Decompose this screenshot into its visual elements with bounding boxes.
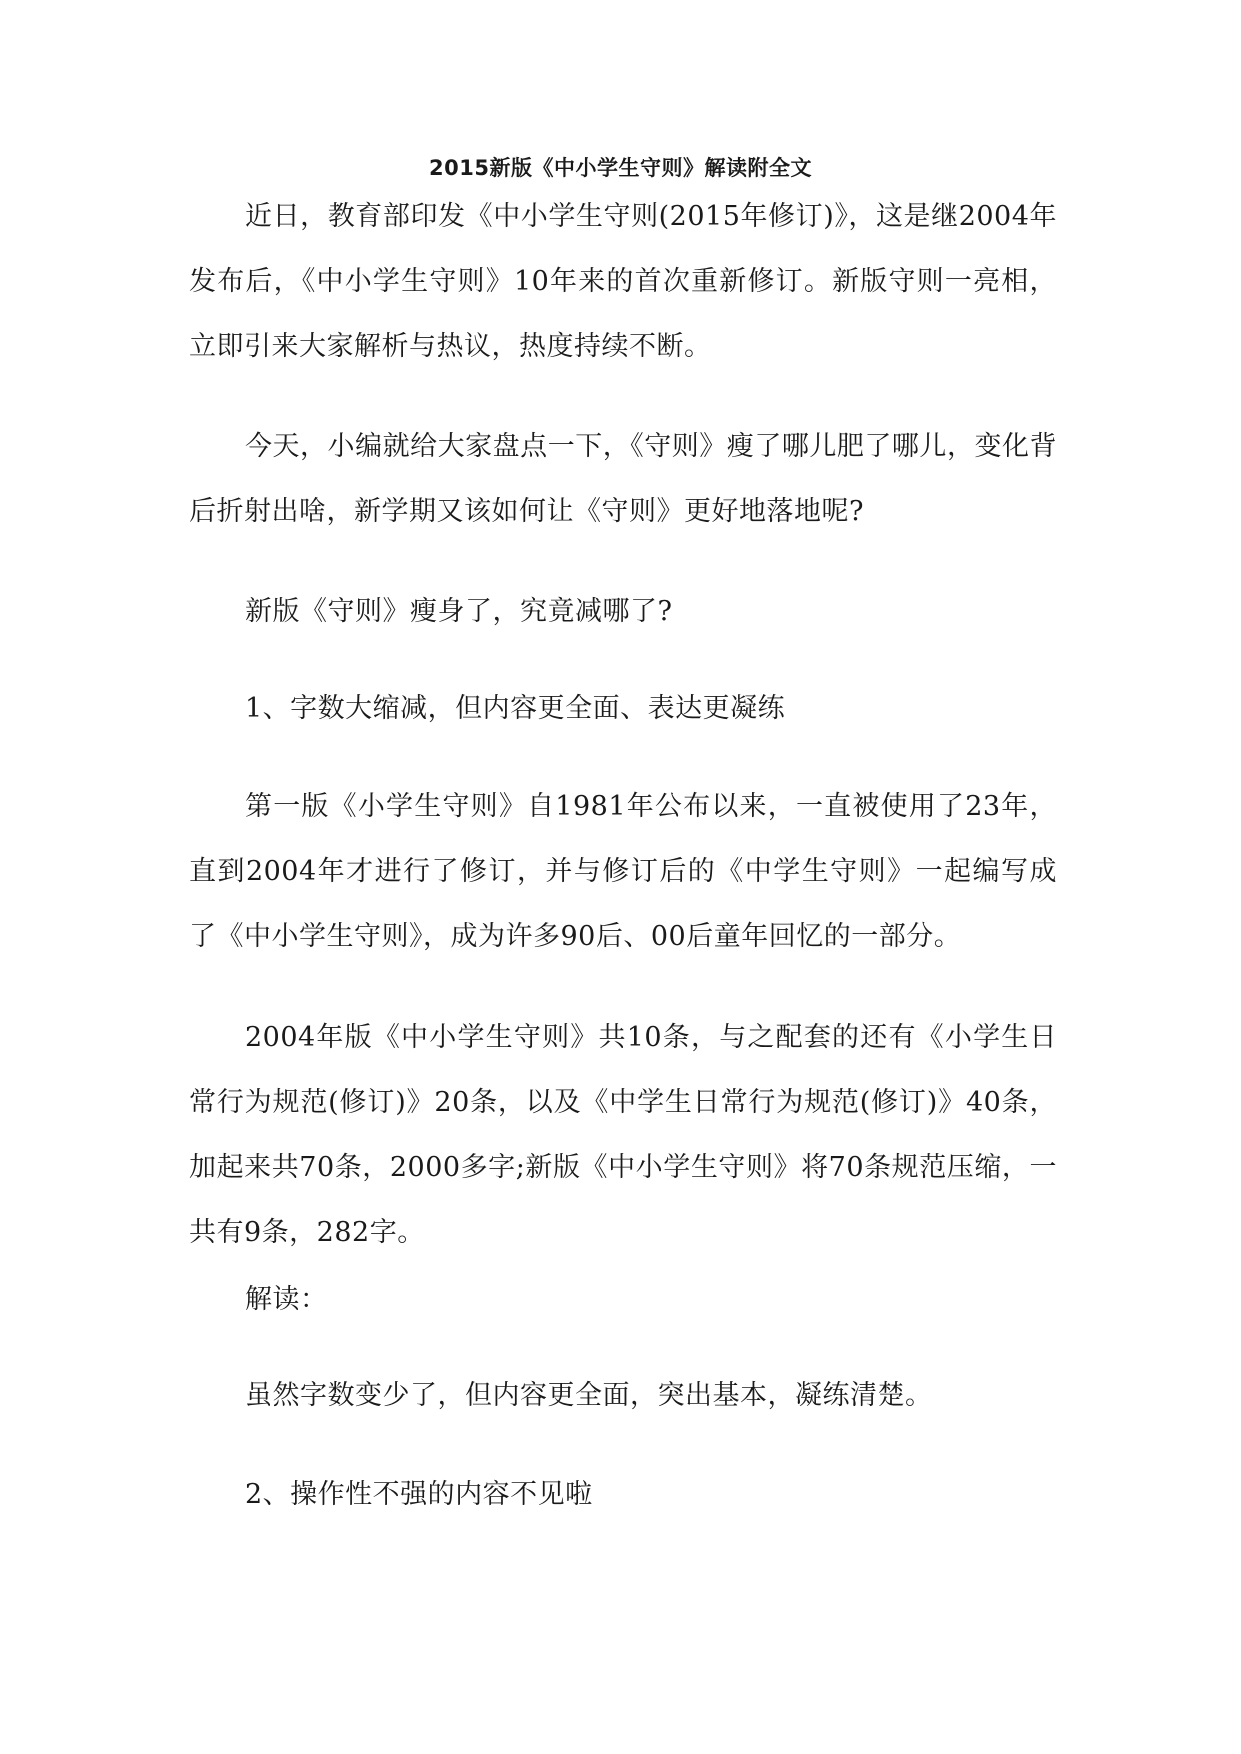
paragraph-point-2: 2、操作性不强的内容不见啦 <box>245 1479 593 1510</box>
document-title: 2015新版《中小学生守则》解读附全文 <box>429 156 812 180</box>
paragraph-interpretation: 虽然字数变少了，但内容更全面，突出基本，凝练清楚。 <box>245 1380 933 1411</box>
paragraph-history: 第一版《小学生守则》自1981年公布以来，一直被使用了23年，直到2004年才进行了修订，并与修订后的《中学生守则》一起编写成了《中小学生守则》，成为许多90后、00后童年回忆的一部分。 <box>189 791 1057 952</box>
paragraph-section-heading: 新版《守则》瘦身了，究竟减哪了? <box>245 596 673 627</box>
paragraph-intro: 近日，教育部印发《中小学生守则(2015年修订)》，这是继2004年发布后，《中小学生守则》10年来的首次重新修订。新版守则一亮相，立即引来大家解析与热议，热度持续不断。 <box>189 201 1057 362</box>
paragraph-point-1: 1、字数大缩减，但内容更全面、表达更凝练 <box>245 693 786 724</box>
paragraph-interpretation-label: 解读： <box>245 1284 328 1315</box>
paragraph-2004-version: 2004年版《中小学生守则》共10条，与之配套的还有《小学生日常行为规范(修订)》20条，以及《中学生日常行为规范(修订)》40条，加起来共70条，2000多字;新版《中小学生守则》将70条规范压缩，一共有9条，282字。 <box>189 1022 1057 1248</box>
paragraph-overview: 今天，小编就给大家盘点一下，《守则》瘦了哪儿肥了哪儿，变化背后折射出啥，新学期又该如何让《守则》更好地落地呢? <box>189 431 1057 527</box>
